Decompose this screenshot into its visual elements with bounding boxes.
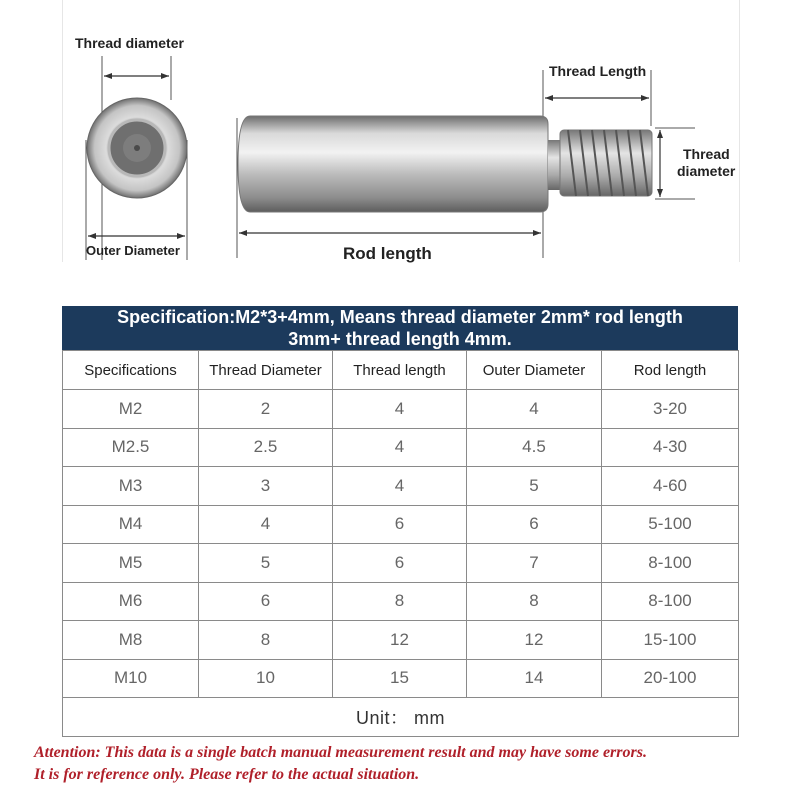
table-cell: 4 [333,467,467,506]
thread-diameter-label-end-view: Thread diameter [75,35,184,51]
table-cell: M10 [63,659,199,698]
table-cell: 14 [467,659,602,698]
table-cell: 5-100 [602,505,739,544]
rod-body [238,116,548,212]
table-cell: 4 [333,390,467,429]
unit-row [63,698,739,737]
table-row [63,390,739,429]
banner-line-1: Specification:M2*3+4mm, Means thread diameter 2mm* rod length [117,307,683,327]
rod-length-label: Rod length [343,244,432,263]
table-row [63,428,739,467]
header-specifications: Specifications [63,351,199,390]
table-row [63,544,739,583]
table-header-row [63,351,739,390]
table-row [63,582,739,621]
attention-line-2: It is for reference only. Please refer to the actual situation. [34,766,420,783]
table-cell: 7 [467,544,602,583]
table-cell: 8-100 [602,582,739,621]
threaded-end [560,130,652,196]
side-view [237,70,695,258]
attention-line-1: Attention: This data is a single batch manual measurement result and may have some errors. [34,744,647,761]
table-cell: 6 [199,582,333,621]
table-cell: 3-20 [602,390,739,429]
table-cell: 2 [199,390,333,429]
table-cell: M2.5 [63,428,199,467]
table-cell: 12 [333,621,467,660]
specification-table [62,350,739,737]
table-cell: M3 [63,467,199,506]
banner-line-2: 3mm+ thread length 4mm. [288,329,512,349]
table-cell: 5 [467,467,602,506]
table-cell: 15 [333,659,467,698]
table-cell: 4 [467,390,602,429]
header-thread-length: Thread length [333,351,467,390]
table-cell: 6 [333,505,467,544]
table-row [63,621,739,660]
thread-length-label: Thread Length [549,63,647,79]
thread-diameter-label-line1: Thread [683,146,730,162]
table-cell: 4 [199,505,333,544]
table-cell: 20-100 [602,659,739,698]
table-cell: M2 [63,390,199,429]
specification-banner [62,306,738,350]
attention-note [34,742,794,786]
table-row [63,467,739,506]
end-view [86,56,187,260]
table-cell: M6 [63,582,199,621]
table-cell: 2.5 [199,428,333,467]
table-row [63,659,739,698]
table-row [63,505,739,544]
table-cell: 8-100 [602,544,739,583]
table-cell: 10 [199,659,333,698]
table-cell: 8 [333,582,467,621]
table-cell: 6 [467,505,602,544]
table-cell: 6 [333,544,467,583]
table-cell: M4 [63,505,199,544]
header-rod-length: Rod length [602,351,739,390]
table-cell: 3 [199,467,333,506]
table-cell: 12 [467,621,602,660]
table-cell: M5 [63,544,199,583]
outer-diameter-label: Outer Diameter [86,243,180,258]
table-cell: 4.5 [467,428,602,467]
table-cell: 4-60 [602,467,739,506]
header-thread-diameter: Thread Diameter [199,351,333,390]
table-cell: 4-30 [602,428,739,467]
unit-note: Unit： mm [63,698,739,737]
table-cell: 4 [333,428,467,467]
thread-diameter-label-line2: diameter [677,163,736,179]
table-cell: M8 [63,621,199,660]
header-outer-diameter: Outer Diameter [467,351,602,390]
table-cell: 8 [467,582,602,621]
table-cell: 8 [199,621,333,660]
table-cell: 5 [199,544,333,583]
table-cell: 15-100 [602,621,739,660]
